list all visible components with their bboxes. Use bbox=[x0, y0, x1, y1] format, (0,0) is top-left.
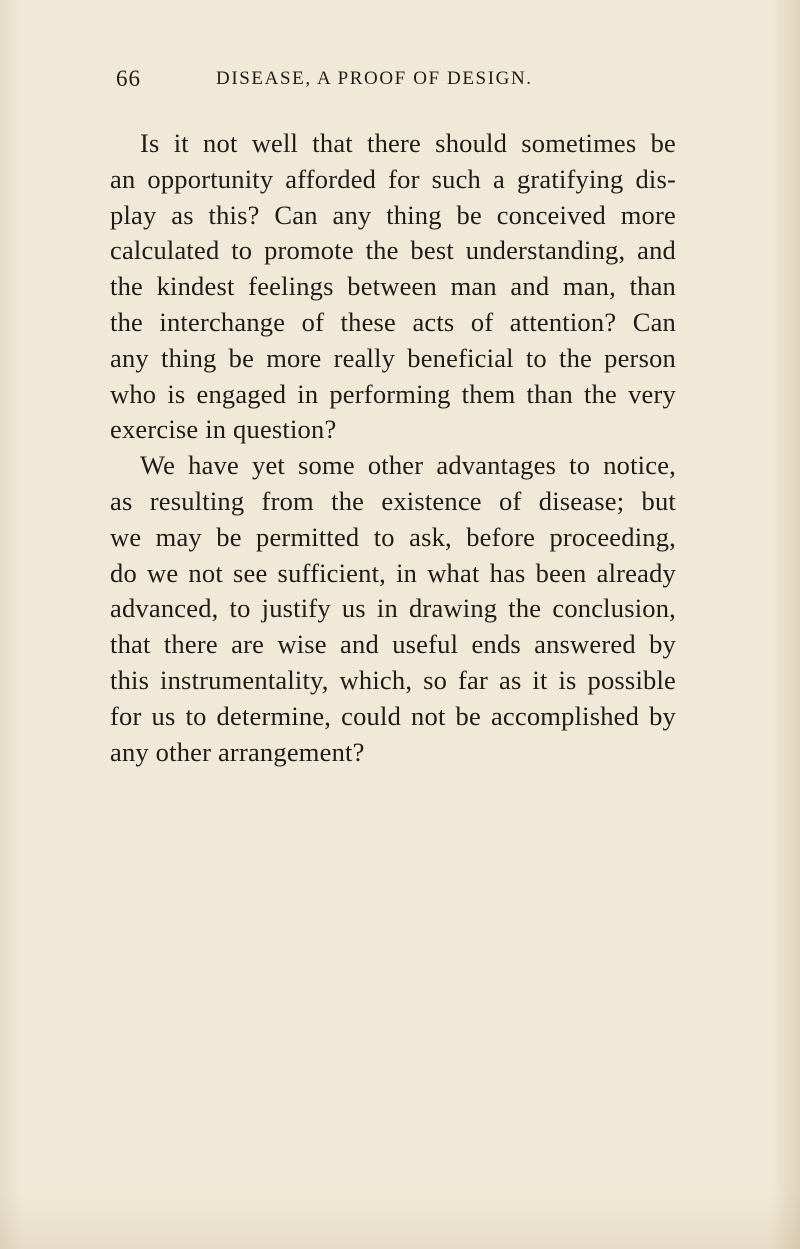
paragraph-2 bbox=[110, 448, 676, 770]
running-title: DISEASE, A PROOF OF DESIGN. bbox=[216, 68, 533, 89]
text-line: who is engaged in performing them than the very bbox=[110, 378, 676, 409]
text-line: the kindest feelings between man and man, than bbox=[110, 271, 676, 302]
page-number: 66 bbox=[116, 66, 141, 91]
text-line: as resulting from the existence of disease; but bbox=[110, 485, 676, 516]
text-line: any other arrangement? bbox=[110, 736, 365, 767]
text-line: any thing be more really beneficial to the person bbox=[110, 342, 676, 373]
text-line: advanced, to justify us in drawing the conclusion, bbox=[110, 593, 676, 624]
text-line: that there are wise and useful ends answered by bbox=[110, 629, 676, 660]
text-line: this instrumentality, which, so far as it is possible bbox=[110, 664, 676, 695]
text-line: for us to determine, could not be accomplished by bbox=[110, 700, 676, 731]
text-line: Is it not well that there should sometimes be bbox=[140, 128, 676, 158]
text-line: an opportunity afforded for such a gratifying dis- bbox=[110, 163, 676, 194]
text-line: calculated to promote the best understanding, and bbox=[110, 235, 676, 266]
text-line: the interchange of these acts of attention? Can bbox=[110, 306, 676, 337]
page-header bbox=[116, 66, 676, 94]
text-line: do we not see sufficient, in what has been already bbox=[110, 557, 676, 588]
text-line: we may be permitted to ask, before proceeding, bbox=[110, 521, 676, 552]
body-text bbox=[110, 126, 676, 770]
text-line: play as this? Can any thing be conceived more bbox=[110, 199, 676, 230]
text-line: We have yet some other advantages to notice, bbox=[140, 450, 676, 481]
text-line: exercise in question? bbox=[110, 414, 337, 445]
paragraph-1 bbox=[110, 126, 676, 448]
